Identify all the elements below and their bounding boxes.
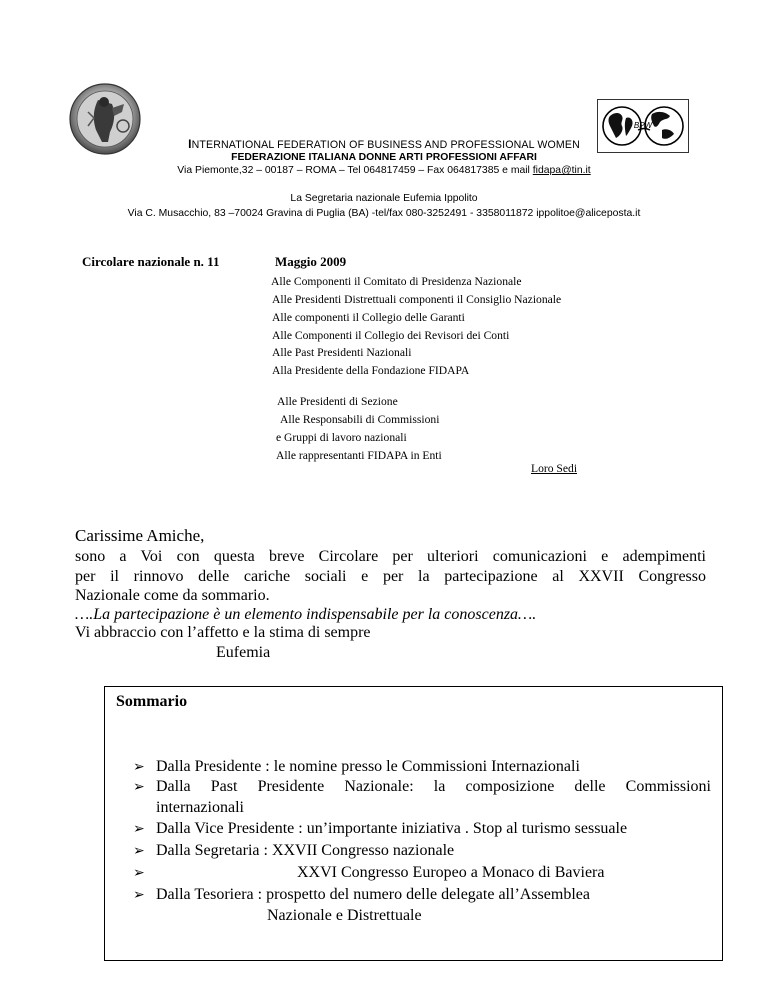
arrow-bullet-icon: ➢: [133, 888, 145, 903]
summary-item-text: Nazionale e Distrettuale: [267, 907, 422, 924]
summary-item-text: internazionali: [156, 799, 244, 816]
letter-paragraph-line: sono a Voi con questa breve Circolare per ulteriori comunicazioni e adempimenti: [75, 548, 706, 565]
letter-signature: Eufemia: [216, 644, 271, 661]
recipient-line: Alle Past Presidenti Nazionali: [272, 346, 412, 359]
recipient-line: Alle Componenti il Collegio dei Revisori dei Conti: [272, 329, 510, 342]
arrow-bullet-icon: ➢: [133, 780, 145, 795]
circular-date: Maggio 2009: [275, 254, 347, 269]
secretary-address: Via C. Musacchio, 83 –70024 Gravina di Puglia (BA) -tel/fax 080-3252491 - 3358011872 ippolitoe@aliceposta.it: [127, 208, 641, 219]
federation-initial: I: [188, 137, 192, 151]
secretary-name: La Segretaria nazionale Eufemia Ippolito: [290, 193, 478, 204]
summary-item: [133, 864, 156, 882]
recipient-line: e Gruppi di lavoro nazionali: [276, 431, 407, 444]
summary-item: [133, 886, 590, 904]
summary-item-text: Dalla Past Presidente Nazionale: la composizione delle Commissioni: [156, 778, 711, 795]
letter-closing: Vi abbraccio con l’affetto e la stima di sempre: [75, 624, 371, 641]
letter-paragraph-line: Nazionale come da sommario.: [75, 587, 270, 604]
recipient-line: Alle componenti il Collegio delle Garanti: [272, 311, 465, 324]
recipient-line: Alla Presidente della Fondazione FIDAPA: [272, 364, 470, 377]
summary-item-text: Dalla Segretaria : XXVII Congresso nazionale: [156, 842, 455, 859]
letter-paragraph-line: per il rinnovo delle cariche sociali e per la partecipazione al XXVII Congresso: [75, 568, 706, 585]
summary-item: [133, 758, 580, 776]
letter-greeting: Carissime Amiche,: [75, 526, 205, 545]
federation-international-name: [0, 137, 768, 151]
arrow-bullet-icon: ➢: [133, 844, 145, 859]
arrow-bullet-icon: ➢: [133, 760, 145, 775]
arrow-bullet-icon: ➢: [133, 866, 145, 881]
federation-address: [0, 165, 768, 176]
bpw-logo-text: BPW: [633, 121, 653, 130]
recipient-line: Alle Presidenti Distrettuali componenti il Consiglio Nazionale: [272, 293, 562, 306]
summary-item-text: Dalla Tesoriera : prospetto del numero delle delegate all’Assemblea: [156, 886, 590, 903]
recipient-line: Alle Componenti il Comitato di Presidenza Nazionale: [271, 275, 522, 288]
loro-sedi: Loro Sedi: [531, 462, 578, 475]
recipient-line: Alle Responsabili di Commissioni: [280, 413, 440, 426]
federation-name-rest: NTERNATIONAL FEDERATION OF BUSINESS AND PROFESSIONAL WOMEN: [191, 139, 580, 151]
summary-item: [133, 820, 627, 838]
letter-quote: ….La partecipazione è un elemento indispensabile per la conoscenza….: [75, 606, 537, 623]
summary-title: Sommario: [116, 693, 188, 710]
email-link[interactable]: fidapa@tin.it: [532, 165, 591, 176]
summary-item-text: XXVI Congresso Europeo a Monaco di Baviera: [297, 864, 605, 881]
circular-number: Circolare nazionale n. 11: [82, 254, 220, 269]
address-text: Via Piemonte,32 – 00187 – ROMA – Tel 064817459 – Fax 064817385 e mail: [177, 165, 533, 176]
recipient-line: Alle rappresentanti FIDAPA in Enti: [276, 449, 442, 462]
recipient-line: Alle Presidenti di Sezione: [277, 395, 398, 408]
summary-item-text: Dalla Presidente : le nomine presso le Commissioni Internazionali: [156, 758, 580, 775]
summary-item: [133, 842, 454, 860]
summary-item-text: Dalla Vice Presidente : un’importante iniziativa . Stop al turismo sessuale: [156, 820, 628, 837]
federation-italian-name: FEDERAZIONE ITALIANA DONNE ARTI PROFESSIONI AFFARI: [231, 152, 537, 163]
arrow-bullet-icon: ➢: [133, 822, 145, 837]
